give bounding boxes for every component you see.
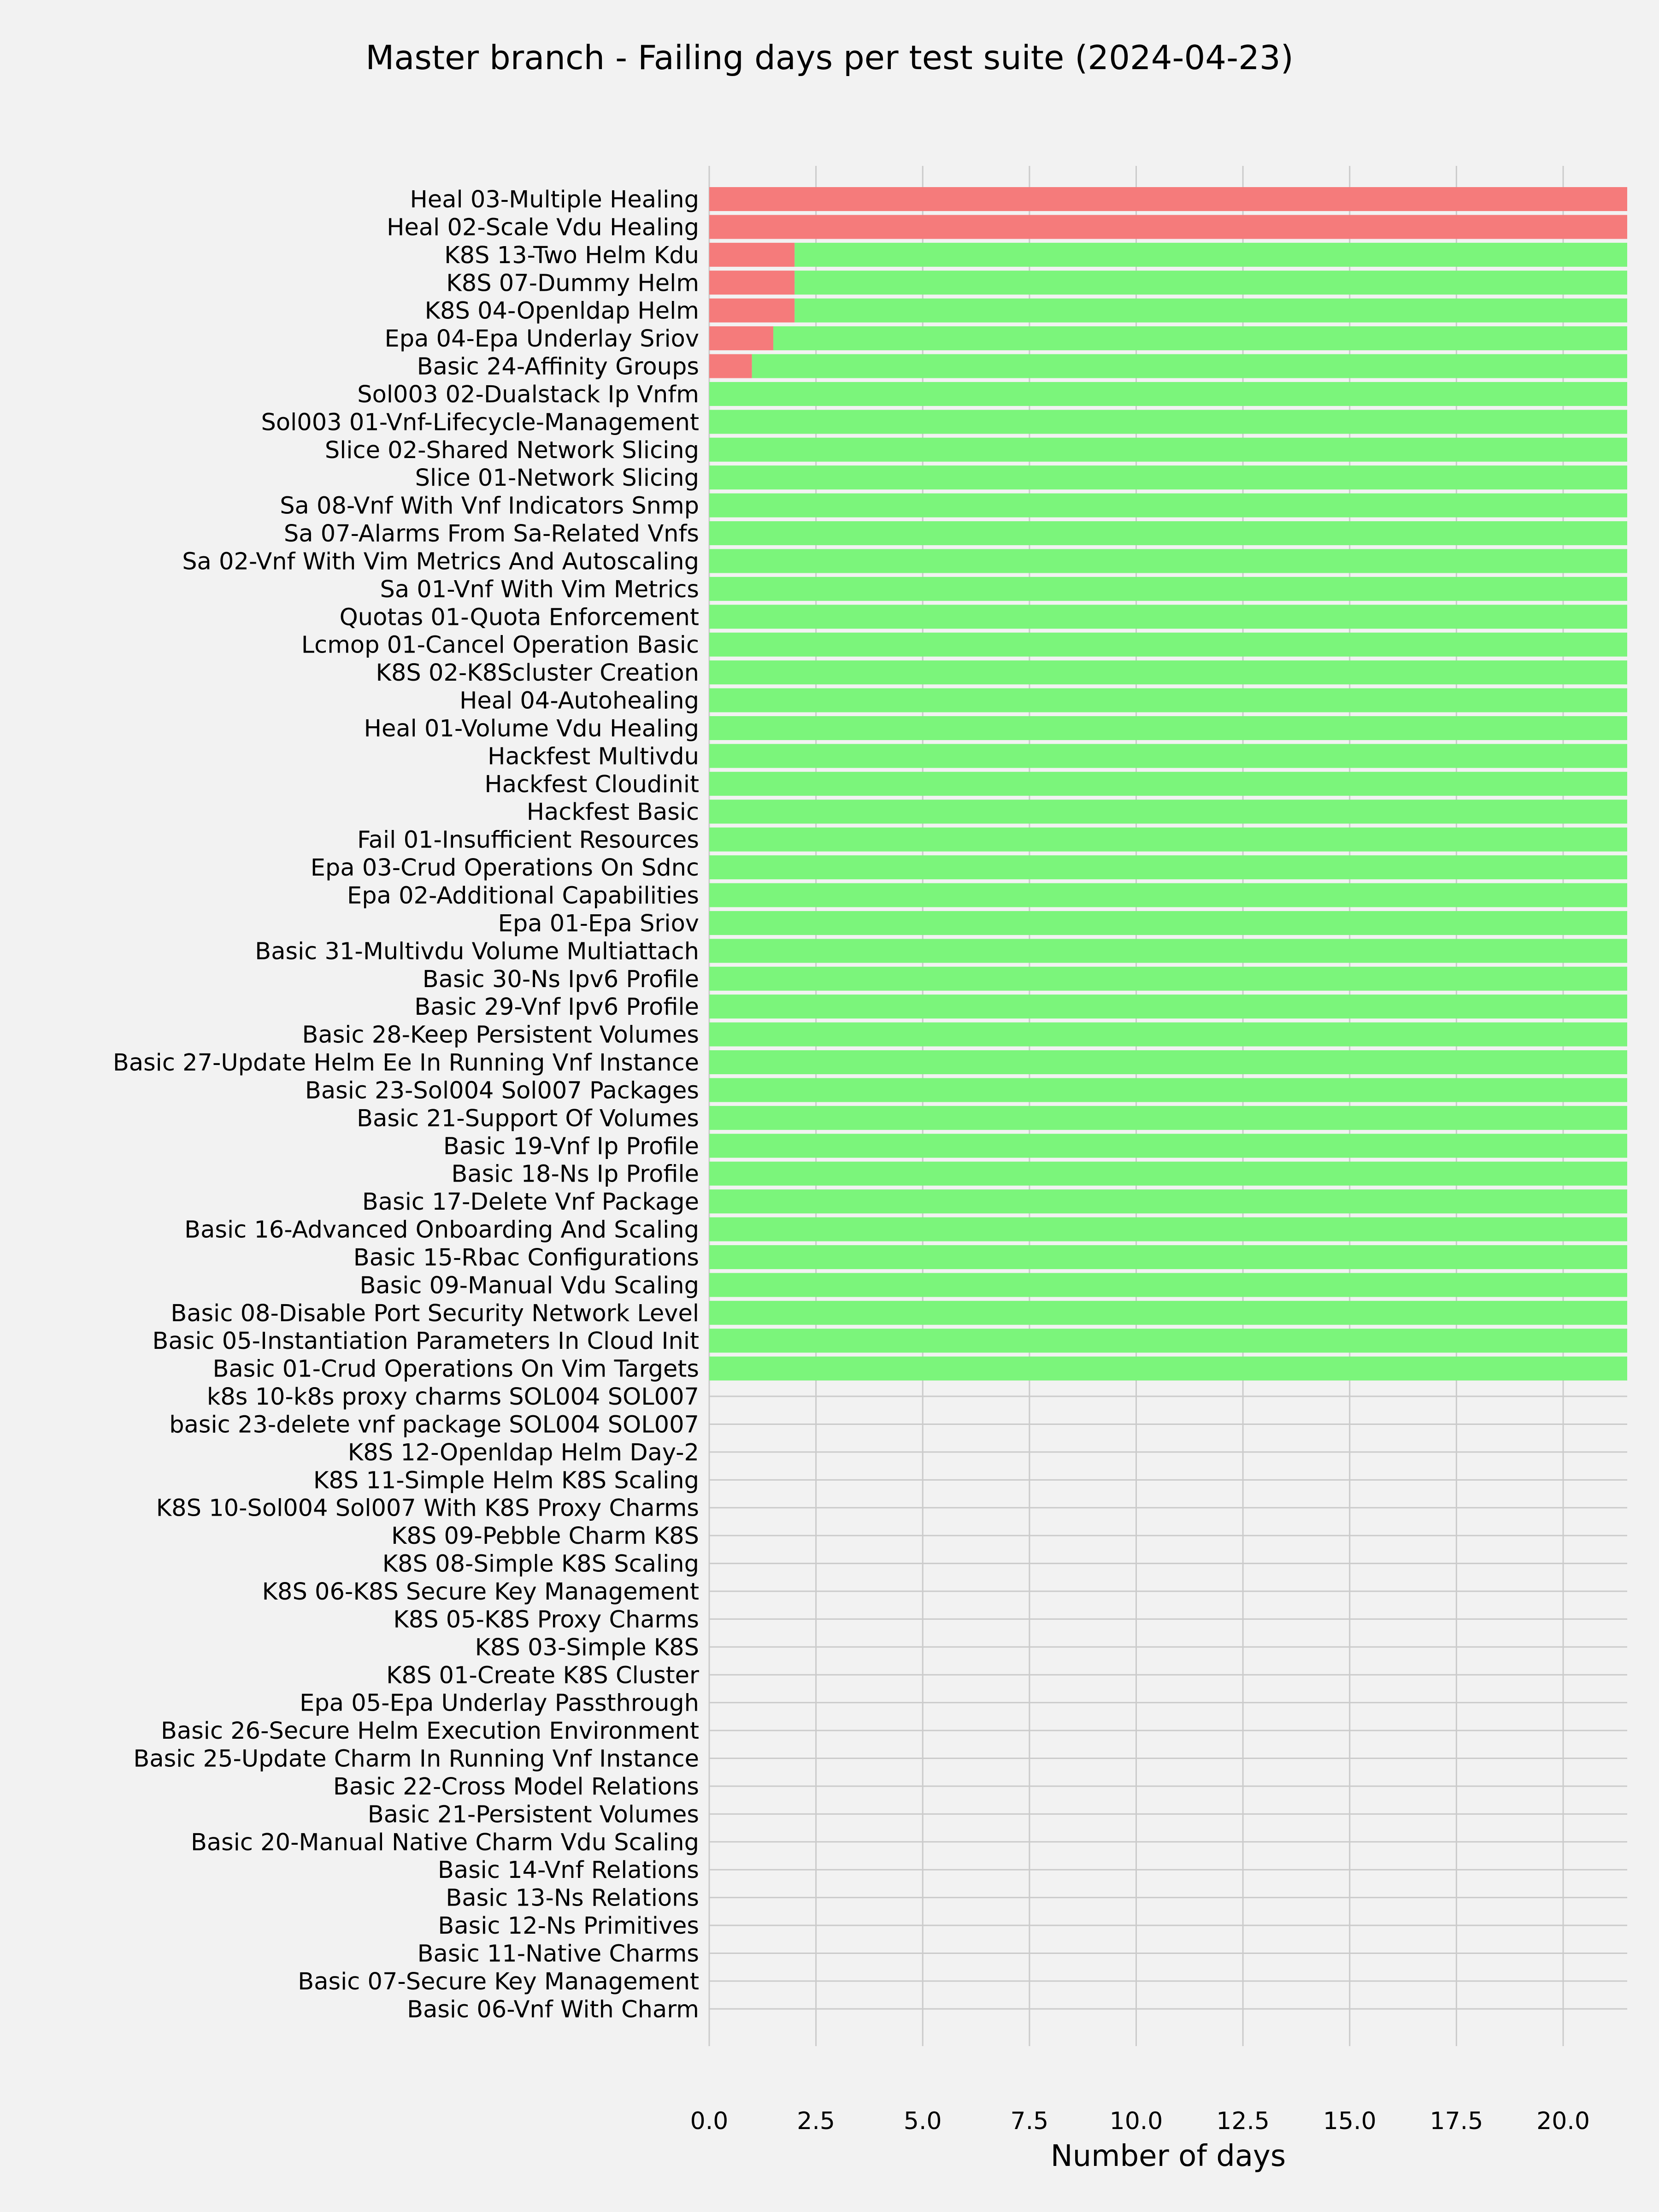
bar-fail [709, 271, 794, 294]
y-tick-label: Basic 18-Ns Ip Profile [451, 1160, 699, 1188]
bar-pass [709, 800, 1627, 824]
y-tick-label: Basic 09-Manual Vdu Scaling [359, 1272, 699, 1300]
y-tick-label: K8S 09-Pebble Charm K8S [391, 1523, 699, 1550]
y-tick-label: Sa 02-Vnf With Vim Metrics And Autoscaling [182, 548, 699, 576]
y-tick-label: Basic 16-Advanced Onboarding And Scaling [184, 1216, 699, 1244]
y-tick-label: Basic 30-Ns Ipv6 Profile [422, 965, 699, 993]
y-tick-label: K8S 13-Two Helm Kdu [444, 241, 699, 269]
y-tick-label: Basic 21-Persistent Volumes [367, 1801, 699, 1829]
bar-pass [709, 1245, 1627, 1269]
bar-fail [709, 354, 752, 378]
bar-pass [709, 994, 1627, 1018]
y-tick-label: Basic 20-Manual Native Charm Vdu Scaling [190, 1829, 699, 1856]
y-tick-label: k8s 10-k8s proxy charms SOL004 SOL007 [206, 1383, 699, 1411]
bar-pass [709, 744, 1627, 768]
bar-pass [709, 716, 1627, 740]
y-tick-label: K8S 01-Create K8S Cluster [386, 1662, 699, 1689]
bar-pass [709, 633, 1627, 657]
bar-pass [709, 494, 1627, 518]
bar-pass [709, 688, 1627, 712]
bar-fail [709, 326, 773, 350]
bar-pass [709, 521, 1627, 545]
bar-pass [709, 828, 1627, 852]
y-tick-label: Sol003 02-Dualstack Ip Vnfm [357, 381, 699, 408]
y-tick-label: Basic 05-Instantiation Parameters In Cloud Init [152, 1328, 699, 1355]
x-axis-label: Number of days [1050, 2139, 1286, 2173]
x-axis-ticks [690, 2107, 1590, 2135]
bar-pass [709, 1162, 1627, 1186]
y-tick-label: K8S 08-Simple K8S Scaling [382, 1550, 699, 1578]
y-tick-label: Sa 08-Vnf With Vnf Indicators Snmp [280, 492, 699, 520]
y-tick-label: Basic 06-Vnf With Charm [407, 1996, 699, 2024]
bar-pass [709, 1134, 1627, 1158]
x-tick-label: 15.0 [1323, 2107, 1377, 2135]
bar-pass [709, 410, 1627, 434]
bar-pass [709, 1023, 1627, 1047]
bar-pass [709, 1329, 1627, 1353]
y-tick-label: Epa 05-Epa Underlay Passthrough [300, 1689, 699, 1717]
bar-pass [709, 465, 1627, 489]
y-tick-label: K8S 04-Openldap Helm [424, 297, 699, 325]
y-tick-label: Hackfest Basic [526, 799, 699, 826]
y-tick-label: Heal 02-Scale Vdu Healing [387, 214, 699, 241]
x-tick-label: 12.5 [1216, 2107, 1270, 2135]
y-tick-label: Lcmop 01-Cancel Operation Basic [301, 631, 699, 659]
y-tick-label: Basic 01-Crud Operations On Vim Targets [212, 1355, 699, 1383]
y-tick-label: K8S 05-K8S Proxy Charms [393, 1606, 699, 1634]
x-tick-label: 5.0 [903, 2107, 942, 2135]
y-tick-label: Basic 29-Vnf Ipv6 Profile [414, 994, 699, 1021]
y-tick-label: Epa 03-Crud Operations On Sdnc [310, 854, 699, 882]
x-tick-label: 10.0 [1109, 2107, 1163, 2135]
y-tick-label: K8S 07-Dummy Helm [446, 270, 699, 297]
chart-title: Master branch - Failing days per test suite (2024-04-23) [365, 38, 1294, 77]
x-tick-label: 0.0 [690, 2107, 729, 2135]
bar-pass [794, 243, 1627, 267]
y-tick-label: Basic 08-Disable Port Security Network Level [171, 1300, 699, 1327]
y-tick-label: basic 23-delete vnf package SOL004 SOL007 [169, 1411, 699, 1439]
bar-pass [709, 1218, 1627, 1241]
bar-fail [709, 187, 1627, 211]
bar-pass [709, 577, 1627, 601]
y-tick-label: Quotas 01-Quota Enforcement [339, 604, 699, 631]
bar-pass [709, 1301, 1627, 1325]
bar-pass [709, 438, 1627, 462]
y-tick-label: K8S 03-Simple K8S [475, 1634, 699, 1661]
y-tick-label: Basic 22-Cross Model Relations [333, 1773, 699, 1800]
y-tick-label: Epa 01-Epa Sriov [498, 910, 699, 937]
bars [709, 187, 1627, 1381]
y-tick-label: Epa 04-Epa Underlay Sriov [384, 325, 699, 353]
bar-fail [709, 215, 1627, 239]
y-tick-label: Hackfest Cloudinit [484, 771, 699, 798]
y-tick-label: Basic 31-Multivdu Volume Multiattach [255, 938, 699, 965]
y-tick-label: K8S 12-Openldap Helm Day-2 [347, 1439, 699, 1466]
bar-fail [709, 243, 794, 267]
bar-pass [709, 1106, 1627, 1130]
y-tick-label: Basic 12-Ns Primitives [438, 1912, 699, 1940]
bar-pass [709, 1050, 1627, 1074]
bar-pass [709, 1078, 1627, 1102]
y-tick-label: Basic 17-Delete Vnf Package [362, 1188, 699, 1216]
y-tick-label: Basic 25-Update Charm In Running Vnf Instance [133, 1745, 699, 1773]
bar-pass [709, 855, 1627, 879]
y-tick-label: Sa 07-Alarms From Sa-Related Vnfs [283, 520, 699, 548]
x-tick-label: 2.5 [797, 2107, 835, 2135]
bar-pass [709, 883, 1627, 907]
y-tick-label: Epa 02-Additional Capabilities [347, 882, 699, 910]
y-tick-label: Basic 14-Vnf Relations [437, 1857, 699, 1884]
y-tick-label: K8S 02-K8Scluster Creation [376, 659, 699, 687]
x-tick-label: 20.0 [1536, 2107, 1590, 2135]
y-tick-label: Basic 23-Sol004 Sol007 Packages [305, 1077, 699, 1105]
bar-pass [709, 1357, 1627, 1381]
y-tick-label: Sol003 01-Vnf-Lifecycle-Management [261, 409, 699, 436]
bar-pass [709, 660, 1627, 684]
bar-pass [709, 967, 1627, 991]
y-tick-label: Basic 24-Affinity Groups [417, 353, 699, 381]
y-tick-label: Slice 01-Network Slicing [415, 465, 699, 492]
y-tick-label: Basic 13-Ns Relations [446, 1884, 699, 1912]
bar-pass [709, 911, 1627, 935]
bar-pass [709, 1273, 1627, 1297]
y-tick-label: Basic 11-Native Charms [417, 1940, 699, 1968]
y-tick-label: Heal 03-Multiple Healing [410, 186, 699, 213]
y-tick-label: Basic 28-Keep Persistent Volumes [302, 1021, 699, 1049]
y-tick-label: Slice 02-Shared Network Slicing [324, 436, 699, 464]
y-tick-label: Basic 26-Secure Helm Execution Environment [161, 1718, 699, 1745]
y-tick-label: K8S 06-K8S Secure Key Management [262, 1578, 699, 1606]
bar-pass [752, 354, 1627, 378]
y-tick-label: Basic 19-Vnf Ip Profile [443, 1133, 699, 1160]
bar-pass [794, 271, 1627, 294]
y-tick-label: K8S 11-Simple Helm K8S Scaling [313, 1467, 699, 1494]
bar-pass [773, 326, 1627, 350]
bar-pass [794, 299, 1627, 323]
y-tick-label: Heal 04-Autohealing [459, 687, 699, 715]
bar-pass [709, 772, 1627, 796]
y-tick-label: Heal 01-Volume Vdu Healing [364, 715, 699, 742]
bar-fail [709, 299, 794, 323]
bar-pass [709, 382, 1627, 406]
bar-pass [709, 1189, 1627, 1213]
bar-pass [709, 549, 1627, 573]
y-tick-label: Basic 21-Support Of Volumes [357, 1105, 699, 1132]
x-tick-label: 7.5 [1010, 2107, 1049, 2135]
x-tick-label: 17.5 [1430, 2107, 1483, 2135]
y-tick-label: Fail 01-Insufficient Resources [357, 826, 699, 854]
y-tick-label: Basic 07-Secure Key Management [298, 1968, 699, 1995]
y-tick-label: Hackfest Multivdu [488, 743, 699, 771]
y-tick-label: Sa 01-Vnf With Vim Metrics [380, 576, 699, 603]
y-tick-label: K8S 10-Sol004 Sol007 With K8S Proxy Charms [156, 1494, 699, 1522]
y-tick-label: Basic 15-Rbac Configurations [353, 1244, 699, 1271]
bar-pass [709, 939, 1627, 963]
bar-pass [709, 605, 1627, 629]
y-tick-label: Basic 27-Update Helm Ee In Running Vnf Instance [112, 1049, 699, 1077]
